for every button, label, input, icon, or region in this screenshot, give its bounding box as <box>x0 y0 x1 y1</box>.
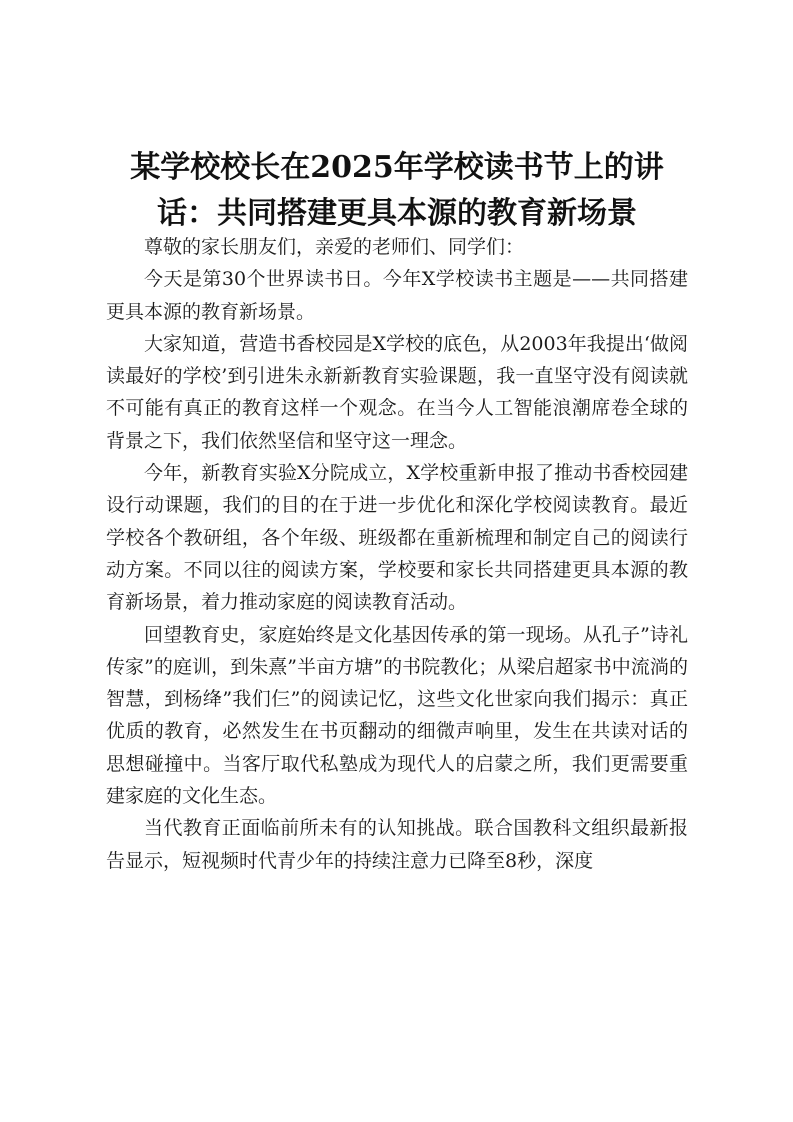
paragraph: 今天是第30个世界读书日。今年X学校读书主题是——共同搭建更具本源的教育新场景。 <box>106 268 688 323</box>
paragraph: 大家知道，营造书香校园是X学校的底色，从2003年我提出‘做阅读最好的学校’到引进朱永新新教育实验课题，我一直坚守没有阅读就不可能有真正的教育这样一个观念。在当今人工智能浪潮席卷全球的背景之下，我们依然坚信和坚守这一理念。 <box>106 332 688 452</box>
paragraph: 今年，新教育实验X分院成立，X学校重新申报了推动书香校园建设行动课题，我们的目的在于进一步优化和深化学校阅读教育。最近学校各个教研组，各个年级、班级都在重新梳理和制定自己的阅读行动方案。不同以往的阅读方案，学校要和家长共同搭建更具本源的教育新场景，着力推动家庭的阅读教育活动。 <box>106 462 688 614</box>
document-body <box>106 231 688 877</box>
salutation-paragraph: 尊敬的家长朋友们，亲爱的老师们、同学们： <box>144 236 525 258</box>
document-title: 某学校校长在2025年学校读书节上的讲话：共同搭建更具本源的教育新场景 <box>130 150 664 231</box>
paragraph: 当代教育正面临前所未有的认知挑战。联合国教科文组织最新报告显示，短视频时代青少年的持续注意力已降至8秒，深度 <box>106 817 688 872</box>
paragraph: 回望教育史，家庭始终是文化基因传承的第一现场。从孔子”诗礼传家”的庭训，到朱熹”半亩方塘”的书院教化；从梁启超家书中流淌的智慧，到杨绛”我们仨”的阅读记忆，这些文化世家向我们揭示：真正优质的教育，必然发生在书页翻动的细微声响里，发生在共读对话的思想碰撞中。当客厅取代私塾成为现代人的启蒙之所，我们更需要重建家庭的文化生态。 <box>106 623 688 808</box>
